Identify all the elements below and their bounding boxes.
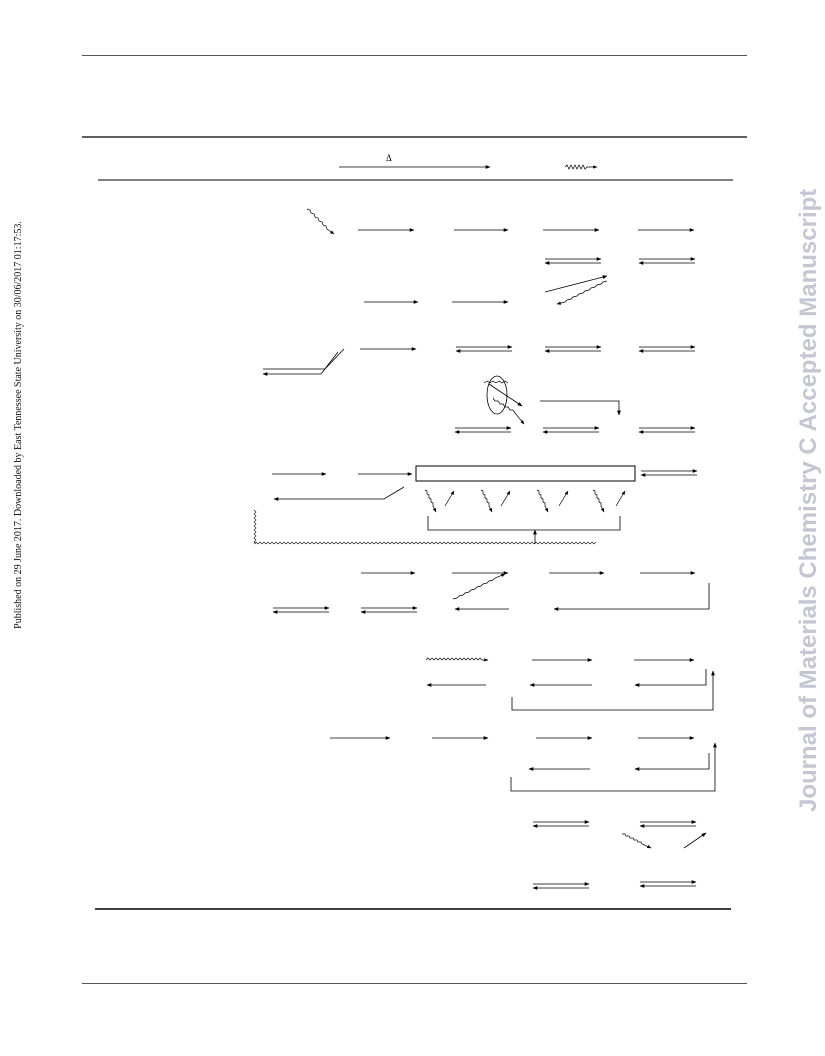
return-arrow [274,487,404,499]
wavy-arrow [493,398,524,424]
return-line [635,669,706,685]
thermal-label: Δ [386,153,392,163]
bent-arrow-upper [263,349,344,369]
small-arrow [616,491,625,506]
return-line [635,753,709,769]
diagonal-arrow [684,833,706,848]
diagonal-wavy-arrow [453,574,505,599]
small-wavy-arrow [593,490,604,512]
reaction-box [416,466,635,481]
small-arrow [559,491,568,506]
small-arrow [501,491,510,506]
wavy-loop-arrow [254,510,596,544]
loop-bracket [511,743,715,791]
arrow [489,384,522,406]
header-photo-arrow [565,165,597,169]
return-line [554,583,709,609]
loop-bracket [512,671,713,710]
diagonal-wavy-arrow [557,281,607,304]
small-arrow [445,491,454,506]
small-wavy-arrow [537,490,548,512]
wavy-arrow-row1 [307,209,334,234]
publication-note: Published on 29 June 2017. Downloaded by East Tennessee State University on 30/06/2017 01:17:53. [13,221,24,629]
wavy-arrow [426,658,488,660]
small-wavy-arrow [481,490,492,512]
diagonal-wavy-arrow [622,834,651,848]
bent-arrow-lower [263,352,338,374]
bracket [428,516,620,530]
diagonal-arrow [545,276,607,292]
small-wavy-arrow [425,490,436,512]
journal-watermark: Journal of Materials Chemistry C Accepted Manuscript [795,188,822,812]
elbow-arrow [540,401,619,415]
